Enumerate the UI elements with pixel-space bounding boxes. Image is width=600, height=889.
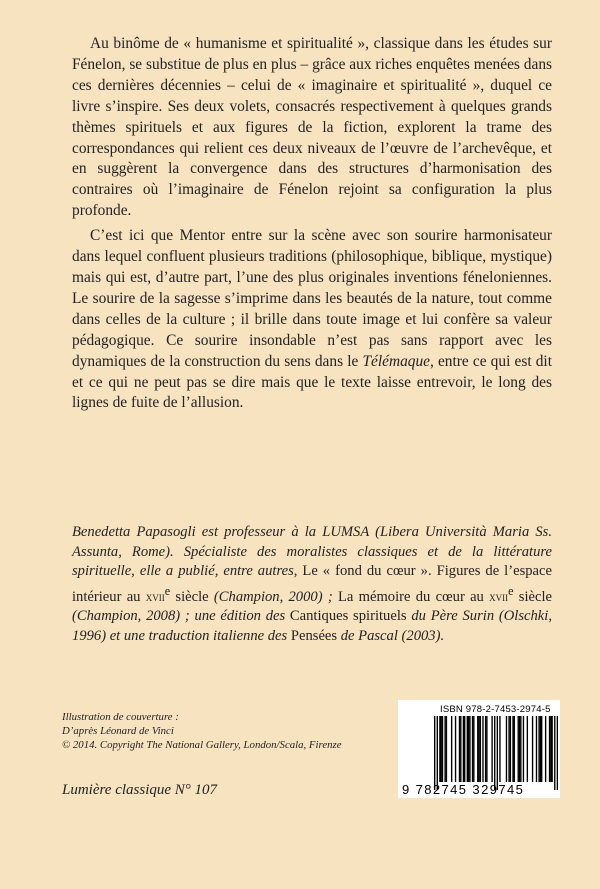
book-blurb	[72, 34, 552, 418]
barcode-bar	[444, 716, 445, 782]
barcode-bar	[439, 716, 440, 782]
isbn-label: ISBN 978-2-7453-2974-5	[440, 704, 551, 715]
barcode-bar	[437, 716, 438, 790]
barcode-bar	[491, 716, 492, 782]
barcode-bar	[497, 716, 498, 790]
barcode-bar	[472, 716, 473, 782]
barcode-bar	[480, 716, 481, 782]
bio-pub-2: (Champion, 2008) ; une édition des	[72, 608, 290, 625]
barcode-bars	[434, 716, 558, 792]
barcode-bar	[455, 716, 456, 782]
barcode-bar	[549, 716, 550, 782]
barcode-bar	[520, 716, 521, 782]
barcode-bar	[494, 716, 495, 790]
cover-credits	[62, 710, 392, 752]
barcode-bar	[519, 716, 520, 782]
century-2-exponent: e	[508, 583, 514, 598]
barcode-bar	[477, 716, 478, 782]
work-title-1-end: siècle	[170, 588, 209, 605]
barcode-bar	[536, 716, 537, 782]
author-bio	[72, 523, 552, 646]
blurb-paragraph-2-part-a: C’est ici que Mentor entre sur la scène avec son sourire harmonisateur dans lequel confluent plusieurs traditions (philosophique, biblique, mystique) mais qui est, d’autre part, l’une des plus originales inventions féneloniennes. Le sourire de la sagesse s’imprime dans les beautés de la nature, tout comme dans celles de la culture ; il brille dans toute image et lui confère sa valeur pédagogique. Ce sourire insondable n’est pas sans rapport avec les dynamiques de la construction du sens dans le	[72, 227, 552, 370]
century-2: xvii	[489, 588, 509, 604]
barcode-bar	[459, 716, 460, 782]
barcode-bar	[518, 716, 519, 782]
century-1-exponent: e	[164, 583, 171, 598]
barcode-bar	[468, 716, 469, 782]
bio-intro: Benedetta Papasogli est professeur à la LUMSA (Libera Università Maria Ss. Assunta, Rome). Spécialiste des moralistes classiques et de la littérature spirituelle, elle a publié, entre autres,	[72, 524, 552, 580]
barcode-bar	[442, 716, 443, 782]
barcode-bar	[485, 716, 486, 782]
barcode-bar	[451, 716, 452, 782]
blurb-paragraph-1: Au binôme de « humanisme et spiritualité », classique dans les études sur Fénelon, se substitue de plus en plus – grâce aux riches enquêtes menées dans ces dernières décennies – celui de « imaginaire et spiritualité », duquel ce livre s’inspire. Ses deux volets, consacrés respectivement à quelques grands thèmes spirituels et aux figures de la fiction, explorent la trame des correspondances qui relient ces deux niveaux de l’œuvre de l’archevêque, et en suggèrent la convergence dans des structures d’harmonisation des contraires où l’imaginaire de Fénelon rejoint sa configuration la plus profonde.	[72, 35, 552, 220]
series-label: Lumière classique N° 107	[62, 782, 218, 798]
barcode-bar	[446, 716, 447, 782]
bio-pub-3: du Père Surin (Olschki, 1996) et une traduction italienne des	[72, 608, 552, 644]
barcode-bar	[550, 716, 551, 782]
barcode-bar	[512, 716, 513, 782]
barcode-bar	[554, 716, 555, 790]
book-title-telemaque: Télémaque	[362, 352, 430, 370]
barcode-bar	[540, 716, 541, 782]
barcode-bar	[464, 716, 465, 782]
bio-pub-4: de Pascal (2003).	[337, 627, 445, 644]
work-title-1: Le « fond du cœur ». Figures de l’espace intérieur au	[72, 563, 552, 605]
barcode-bar	[469, 716, 470, 782]
ean-digits: 9 782745 329745	[402, 782, 525, 797]
barcode-bar	[460, 716, 461, 782]
work-title-2-end: siècle	[513, 588, 553, 605]
barcode-bar	[486, 716, 487, 782]
barcode-bar	[482, 716, 483, 782]
barcode-bar	[473, 716, 474, 782]
century-1: xvii	[145, 588, 165, 604]
blurb-paragraph-2-part-b: , entre ce qui est dit et ce qui ne peut pas se dire mais que le texte laisse entrevoir, le long des lignes de fuite de l’allusion.	[72, 352, 552, 412]
bio-pub-1: (Champion, 2000) ;	[208, 588, 338, 605]
barcode-bar	[478, 716, 479, 782]
work-title-2: La mémoire du cœur au	[337, 588, 490, 605]
barcode-bar	[541, 716, 542, 782]
barcode-bar	[467, 716, 468, 782]
barcode-bar	[508, 716, 509, 782]
credit-line-1: Illustration de couverture :	[62, 711, 179, 723]
work-title-4: Pensées	[290, 627, 338, 644]
barcode-bar	[551, 716, 552, 782]
barcode-bar	[499, 716, 500, 782]
barcode-bar	[510, 716, 511, 782]
credit-line-3: © 2014. Copyright The National Gallery, London/Scala, Firenze	[62, 739, 342, 751]
barcode-bar	[527, 716, 528, 782]
blurb-paragraph-2	[72, 226, 552, 414]
barcode-bar	[514, 716, 515, 782]
barcode-bar	[506, 716, 507, 782]
credit-line-2: D’après Léonard de Vinci	[62, 725, 174, 737]
barcode-bar	[557, 716, 558, 790]
barcode-bar	[532, 716, 533, 782]
barcode-bar	[434, 716, 435, 790]
barcode-bar	[441, 716, 442, 782]
work-title-3: Cantiques spirituels	[289, 608, 407, 625]
barcode-bar	[538, 716, 539, 782]
barcode-bar	[463, 716, 464, 782]
barcode-bar	[523, 716, 524, 782]
barcode-bar	[545, 716, 546, 782]
